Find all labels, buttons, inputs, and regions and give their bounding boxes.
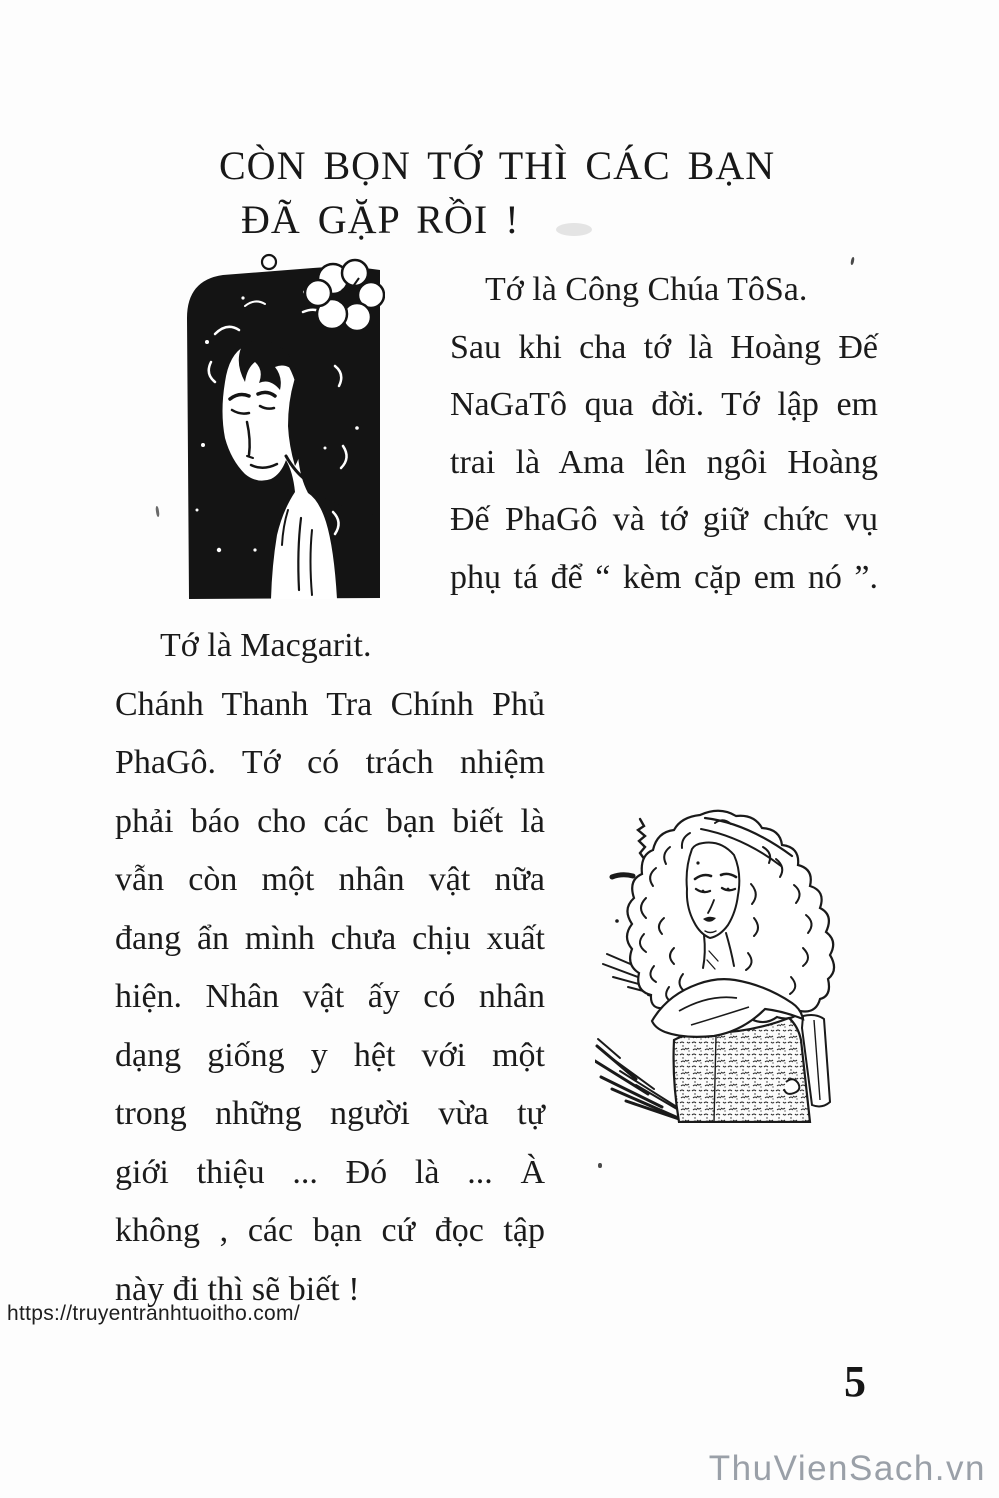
bodice-rosette <box>784 1079 799 1094</box>
text-line: hiện. Nhân vật ấy có nhân <box>115 978 545 1015</box>
macgarit-portrait-illustration <box>595 788 845 1123</box>
text-line: giới thiệu ... Đó là ... À <box>115 1153 545 1191</box>
text-line: phải báo cho các bạn biết là <box>115 802 545 840</box>
text-line: trong những người vừa tự <box>115 1095 545 1132</box>
source-url: https://truyentranhtuoitho.com/ <box>7 1302 300 1325</box>
scan-speckle <box>598 1163 602 1168</box>
macgarit-paragraph <box>115 617 545 1319</box>
tosa-portrait-illustration <box>185 250 385 600</box>
text-line: phụ tá để “ kèm cặp em nó ”. <box>450 558 878 596</box>
text-line: PhaGô. Tớ có trách nhiệm <box>115 744 545 781</box>
page-number: 5 <box>844 1357 866 1406</box>
tosa-portrait-drawing <box>185 250 385 600</box>
tosa-paragraph <box>450 261 878 606</box>
text-line: Tớ là Macgarit. <box>160 627 372 664</box>
scan-smudge <box>556 223 592 236</box>
scan-speckle <box>155 506 160 517</box>
text-line: NaGaTô qua đời. Tớ lập em <box>450 386 878 423</box>
text-line: không , các bạn cứ đọc tập <box>115 1212 545 1249</box>
text-line: Chánh Thanh Tra Chính Phủ <box>115 685 545 723</box>
page-title-line1: CÒN BỌN TỚ THÌ CÁC BẠN <box>219 143 776 188</box>
page-title-line2: ĐÃ GẶP RỒI ! <box>241 197 520 242</box>
site-watermark: ThuVienSach.vn <box>708 1449 986 1488</box>
text-line: đang ẩn mình chưa chịu xuất <box>115 919 545 957</box>
text-line: dạng giống y hệt với một <box>115 1036 545 1074</box>
text-line: Đế PhaGô và tớ giữ chức vụ <box>450 501 878 538</box>
text-line: Sau khi cha tớ là Hoàng Đế <box>450 328 878 366</box>
text-line: này đi thì sẽ biết ! <box>115 1270 360 1308</box>
text-line: vẫn còn một nhân vật nữa <box>115 861 545 898</box>
text-line: Tớ là Công Chúa TôSa. <box>485 271 808 308</box>
text-line: trai là Ama lên ngôi Hoàng <box>450 443 878 481</box>
macgarit-portrait-drawing <box>595 788 845 1123</box>
